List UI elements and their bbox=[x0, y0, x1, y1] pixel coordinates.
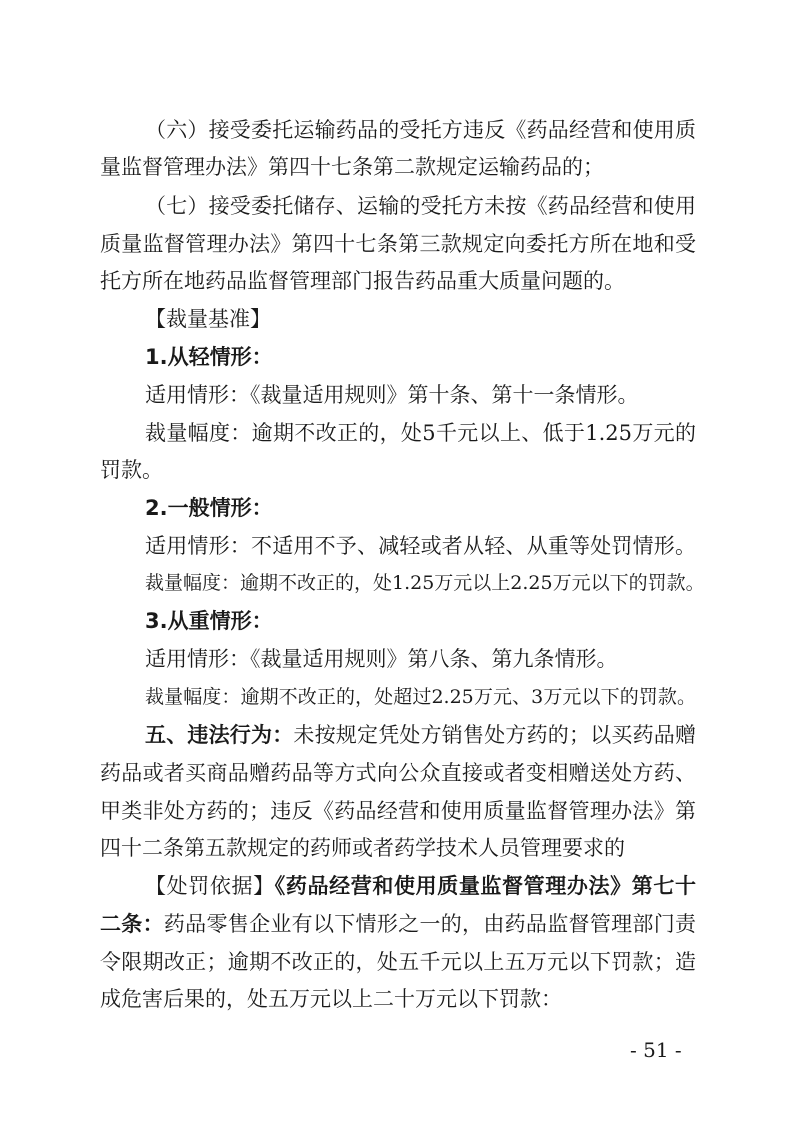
line-text bbox=[100, 909, 696, 939]
line-text: 令限期改正；逾期不改正的，处五千元以上五万元以下罚款；造 bbox=[100, 950, 696, 974]
line-text: 四十二条第五款规定的药师或者药学技术人员管理要求的 bbox=[100, 836, 625, 860]
line-text: 罚款。 bbox=[100, 458, 163, 482]
article-label: 二条： bbox=[100, 912, 164, 936]
line-text: 1.从轻情形： bbox=[145, 345, 273, 369]
line-text: 甲类非处方药的；违反《药品经营和使用质量监督管理办法》第 bbox=[100, 799, 696, 823]
line-text: 适用情形：《裁量适用规则》第十条、第十一条情形。 bbox=[145, 383, 639, 407]
page-number: - 51 - bbox=[630, 1038, 682, 1062]
line-text: 成危害后果的，处五万元以上二十万元以下罚款： bbox=[100, 987, 562, 1011]
line-text: （七）接受委托储存、运输的受托方未按《药品经营和使用 bbox=[145, 194, 696, 218]
basis-label: 【处罚依据】 bbox=[145, 874, 275, 898]
line-text: 药品或者买商品赠药品等方式向公众直接或者变相赠送处方药、 bbox=[100, 761, 696, 785]
article-text: 药品零售企业有以下情形之一的，由药品监督管理部门责 bbox=[163, 912, 696, 936]
basis-law: 《药品经营和使用质量监督管理办法》第七十 bbox=[274, 874, 697, 898]
line-text: 2.一般情形： bbox=[145, 496, 273, 520]
line-text: 适用情形：《裁量适用规则》第八条、第九条情形。 bbox=[145, 647, 618, 671]
violation-text: 未按规定凭处方销售处方药的；以买药品赠 bbox=[293, 723, 697, 747]
line-text: 裁量幅度：逾期不改正的，处1.25万元以上2.25万元以下的罚款。 bbox=[145, 572, 705, 594]
line-text: 量监督管理办法》第四十七条第二款规定运输药品的； bbox=[100, 155, 604, 179]
line-text: 【裁量基准】 bbox=[145, 307, 271, 331]
line-text bbox=[145, 871, 696, 901]
line-text: 3.从重情形： bbox=[145, 609, 273, 633]
line-text: 适用情形：不适用不予、减轻或者从轻、从重等处罚情形。 bbox=[145, 534, 696, 558]
line-text bbox=[145, 720, 696, 750]
line-text: （六）接受委托运输药品的受托方违反《药品经营和使用质 bbox=[145, 118, 696, 142]
line-text: 质量监督管理办法》第四十七条第三款规定向委托方所在地和受 bbox=[100, 232, 696, 256]
line-text: 裁量幅度：逾期不改正的，处5千元以上、低于1.25万元的 bbox=[145, 421, 696, 445]
line-text: 托方所在地药品监督管理部门报告药品重大质量问题的。 bbox=[100, 269, 625, 293]
line-text: 裁量幅度：逾期不改正的，处超过2.25万元、3万元以下的罚款。 bbox=[145, 686, 696, 708]
violation-label: 五、违法行为： bbox=[145, 723, 294, 747]
